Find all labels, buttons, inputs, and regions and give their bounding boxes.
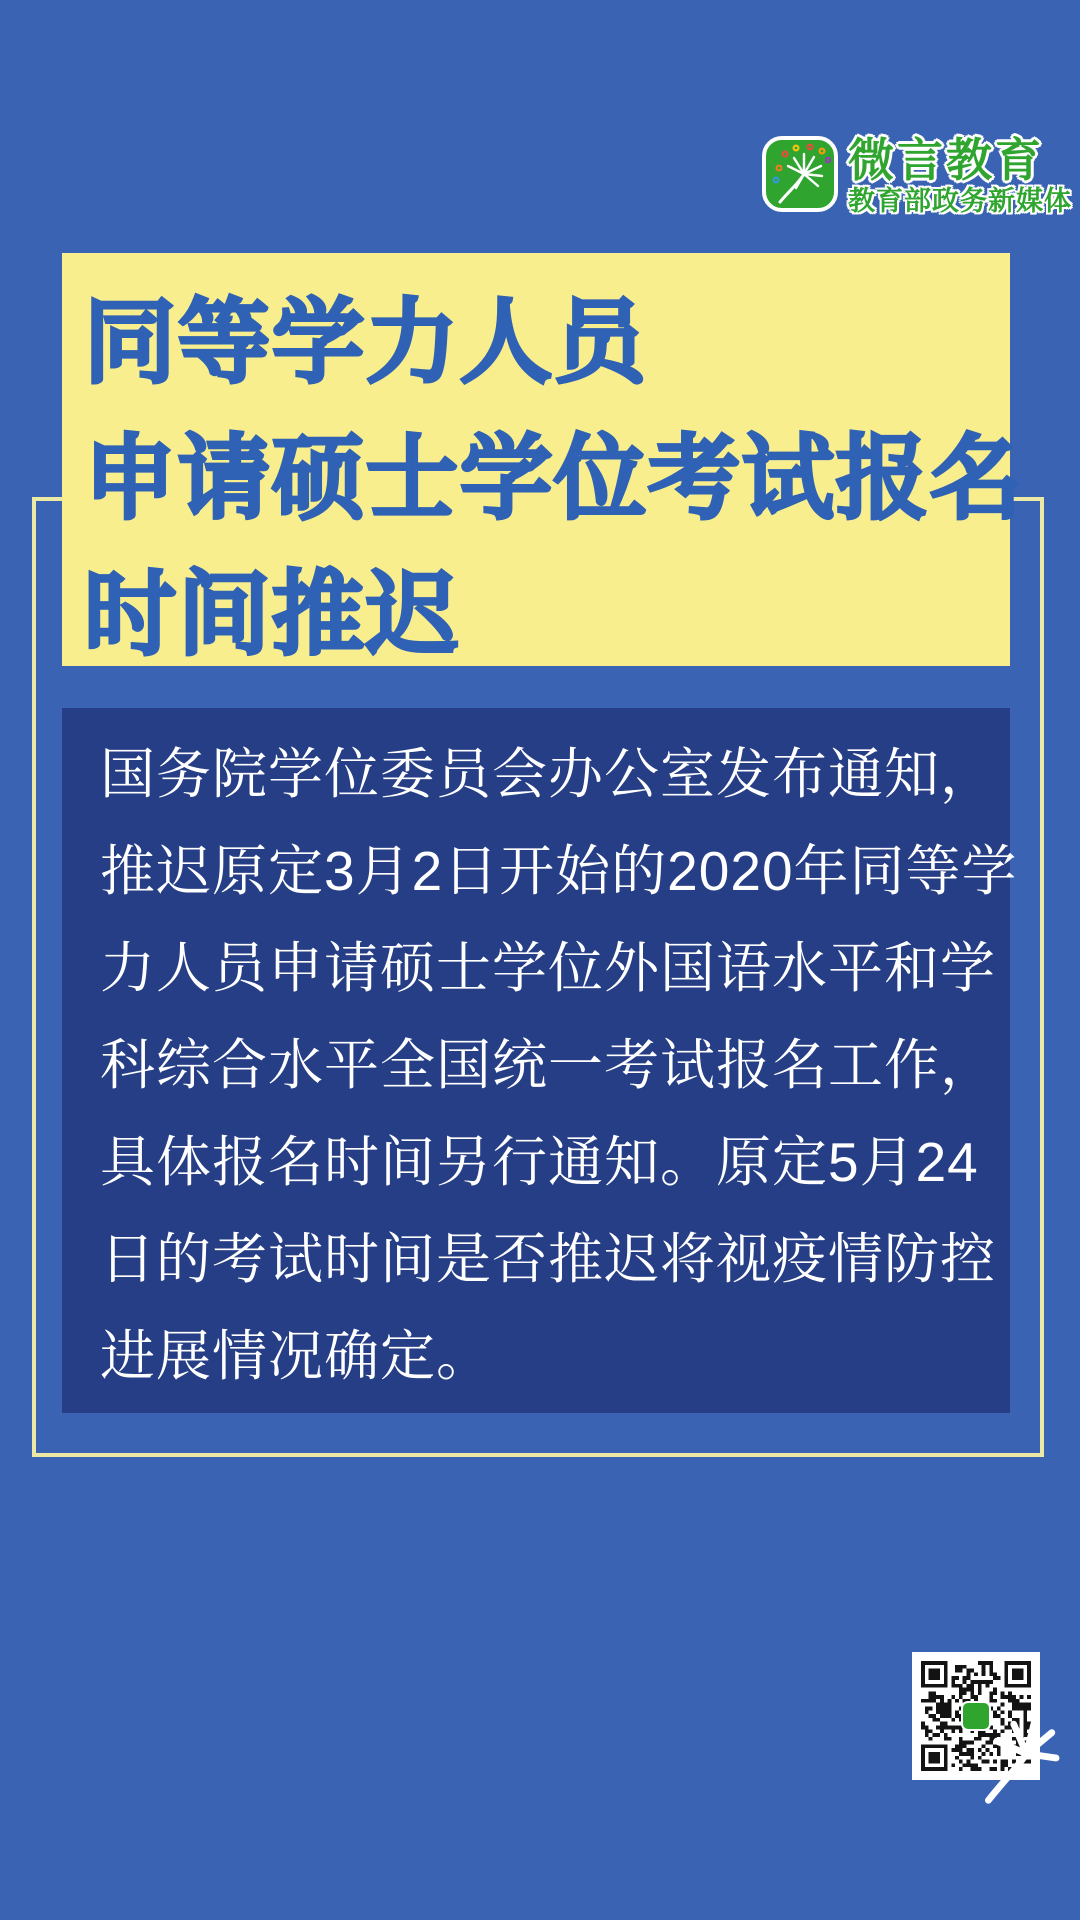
qr-center-logo-icon — [961, 1701, 991, 1731]
announcement-line: 具体报名时间另行通知。原定5月24 — [100, 1131, 979, 1193]
announcement-box — [62, 708, 1018, 1413]
title-line: 申请硕士学位考试报名 — [84, 428, 1025, 530]
brand-name: 微言教育 — [848, 134, 1044, 186]
title-box — [62, 253, 1025, 666]
dandelion-icon — [762, 136, 838, 212]
title-line: 同等学力人员 — [84, 292, 649, 394]
announcement-line: 日的考试时间是否推迟将视疫情防控 — [100, 1228, 997, 1290]
brand-text — [848, 136, 1072, 216]
announcement-line: 推迟原定3月2日开始的2020年同等学 — [100, 840, 1018, 902]
title-line: 时间推迟 — [84, 564, 461, 666]
brand-logo — [762, 136, 1072, 216]
qr-code — [912, 1652, 1040, 1780]
brand-subtitle: 教育部政务新媒体 — [848, 186, 1072, 216]
announcement-line: 科综合水平全国统一考试报名工作， — [100, 1034, 997, 1096]
announcement-line: 力人员申请硕士学位外国语水平和学 — [100, 937, 997, 999]
announcement-line: 进展情况确定。 — [100, 1325, 493, 1387]
announcement-line: 国务院学位委员会办公室发布通知， — [100, 743, 997, 805]
